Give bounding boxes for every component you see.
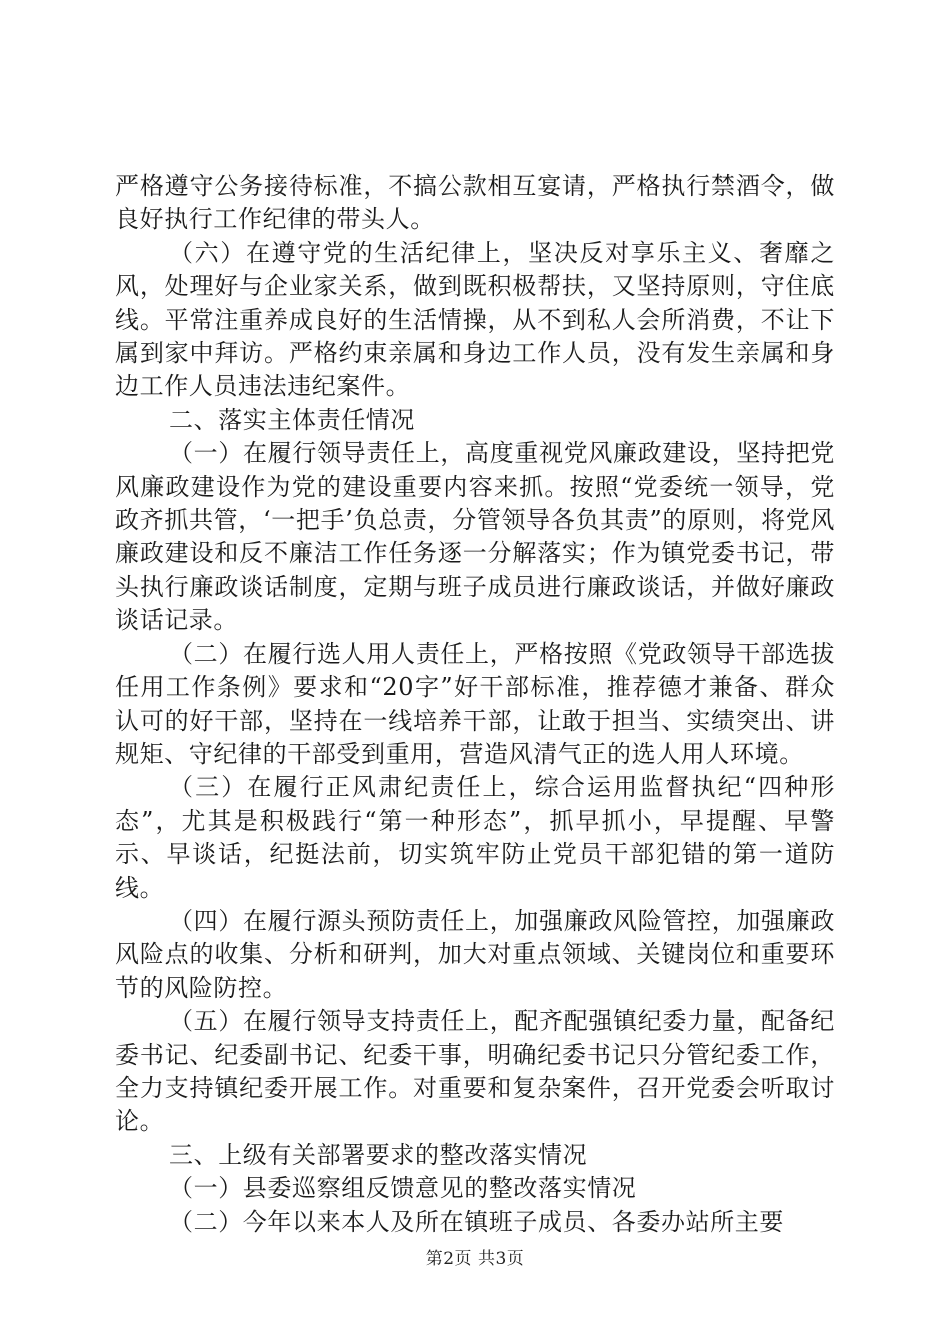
paragraph-item-3: （三）在履行正风肃纪责任上，综合运用监督执纪“四种形态”，尤其是积极践行“第一种形态”，抓早抓小，早提醒、早警示、早谈话，纪挺法前，切实筑牢防止党员干部犯错的第一道防线。 [115,773,835,902]
document-body [115,170,835,1239]
section-heading-3: 三、上级有关部署要求的整改落实情况 [169,1140,588,1169]
paragraph-item-5: （五）在履行领导支持责任上，配齐配强镇纪委力量，配备纪委书记、纪委副书记、纪委干事，明确纪委书记只分管纪委工作，全力支持镇纪委开展工作。对重要和复杂案件，召开党委会听取讨论。 [115,1007,835,1136]
subheading-2: （二）今年以来本人及所在镇班子成员、各委办站所主要 [169,1207,784,1236]
paragraph-item-2: （二）在履行选人用人责任上，严格按照《党政领导干部选拔任用工作条例》要求和“20字”好干部标准，推荐德才兼备、群众认可的好干部，坚持在一线培养干部，让敢于担当、实绩突出、讲规矩、守纪律的干部受到重用，营造风清气正的选人用人环境。 [115,639,835,768]
paragraph-item-4: （四）在履行源头预防责任上，加强廉政风险管控，加强廉政风险点的收集、分析和研判，加大对重点领域、关键岗位和重要环节的风险防控。 [115,906,835,1002]
paragraph-continuation: 严格遵守公务接待标准，不搞公款相互宴请，严格执行禁酒令，做良好执行工作纪律的带头人。 [115,172,835,234]
paragraph-item-6: （六）在遵守党的生活纪律上，坚决反对享乐主义、奢靡之风，处理好与企业家关系，做到既积极帮扶，又坚持原则，守住底线。平常注重养成良好的生活情操，从不到私人会所消费，不让下属到家中拜访。严格约束亲属和身边工作人员，没有发生亲属和身边工作人员违法违纪案件。 [115,238,835,401]
section-heading-2: 二、落实主体责任情况 [169,405,415,434]
paragraph-item-1: （一）在履行领导责任上，高度重视党风廉政建设，坚持把党风廉政建设作为党的建设重要内容来抓。按照“党委统一领导，党政齐抓共管，‘一把手’负总责，分管领导各负其责”的原则，将党风廉政建设和反不廉洁工作任务逐一分解落实；作为镇党委书记，带头执行廉政谈话制度，定期与班子成员进行廉政谈话，并做好廉政谈话记录。 [115,439,835,635]
page-number-footer: 第2页 共3页 [425,1249,525,1269]
subheading-1: （一）县委巡察组反馈意见的整改落实情况 [169,1174,637,1203]
